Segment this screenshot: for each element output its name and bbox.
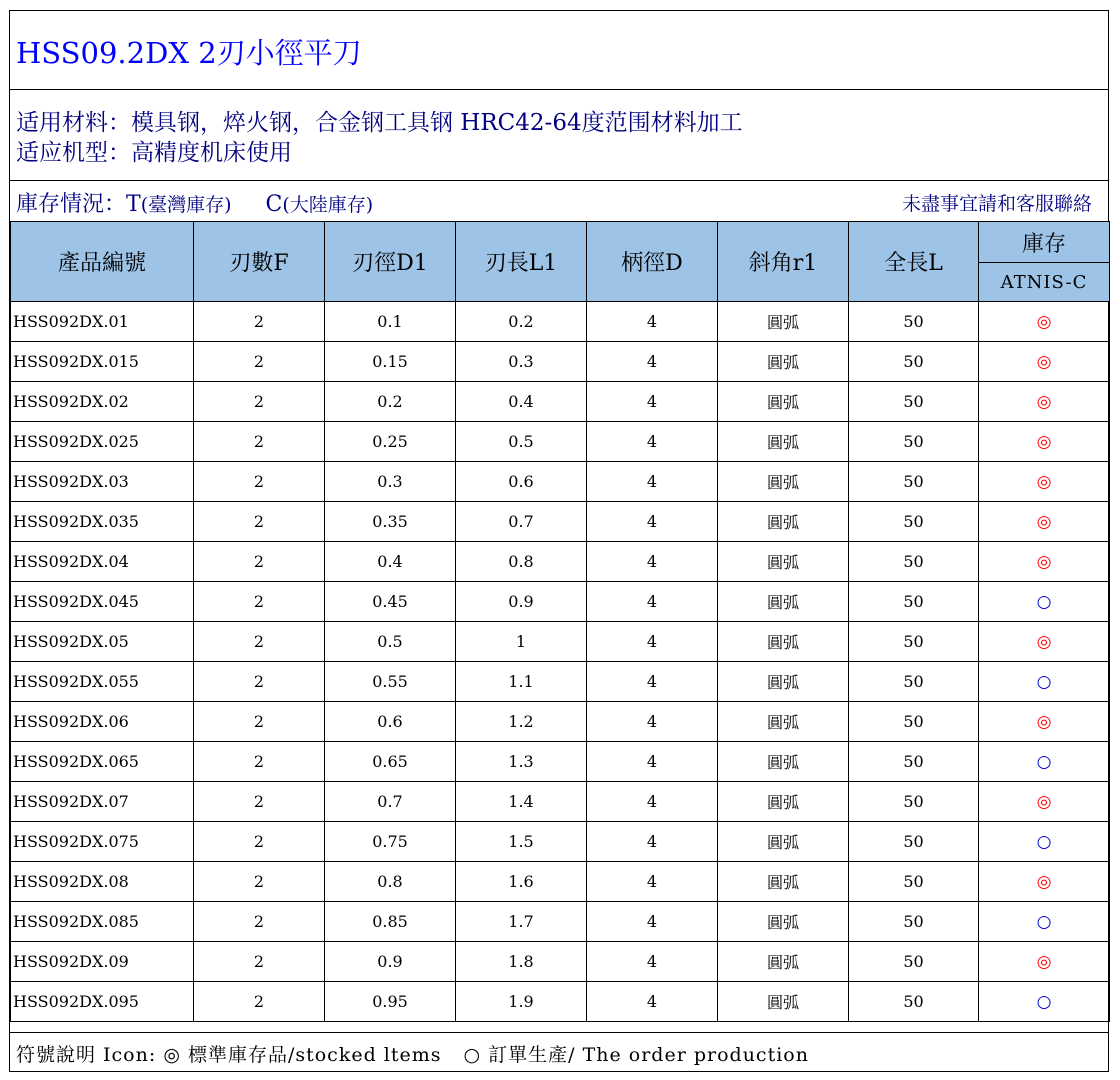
- table-row: [11, 382, 1110, 422]
- cell-flutes: 2: [194, 742, 325, 782]
- cell-diameter: 0.65: [325, 742, 456, 782]
- cell-product-code: HSS092DX.055: [11, 662, 194, 702]
- cell-corner: 圓弧: [718, 302, 849, 342]
- cell-shank-diameter: 4: [587, 542, 718, 582]
- cell-overall-length: 50: [849, 542, 979, 582]
- cell-diameter: 0.25: [325, 422, 456, 462]
- cell-corner: 圓弧: [718, 862, 849, 902]
- cell-diameter: 0.1: [325, 302, 456, 342]
- cell-shank-diameter: 4: [587, 502, 718, 542]
- cell-flute-length: 1.6: [456, 862, 587, 902]
- cell-corner: 圓弧: [718, 342, 849, 382]
- header-corner: 斜角r1: [718, 222, 849, 302]
- cell-shank-diameter: 4: [587, 942, 718, 982]
- order-production-icon: ○: [1036, 991, 1052, 1012]
- table-row: [11, 302, 1110, 342]
- cell-stock-status: [979, 342, 1110, 382]
- cell-overall-length: 50: [849, 382, 979, 422]
- cell-shank-diameter: 4: [587, 622, 718, 662]
- cell-corner: 圓弧: [718, 462, 849, 502]
- cell-shank-diameter: 4: [587, 342, 718, 382]
- cell-corner: 圓弧: [718, 382, 849, 422]
- cell-corner: 圓弧: [718, 902, 849, 942]
- cell-shank-diameter: 4: [587, 902, 718, 942]
- cell-corner: 圓弧: [718, 422, 849, 462]
- cell-overall-length: 50: [849, 942, 979, 982]
- cell-product-code: HSS092DX.05: [11, 622, 194, 662]
- cell-flute-length: 0.5: [456, 422, 587, 462]
- order-production-icon: ○: [1036, 591, 1052, 612]
- table-body: [11, 302, 1110, 1022]
- cell-product-code: HSS092DX.04: [11, 542, 194, 582]
- cell-stock-status: [979, 902, 1110, 942]
- cell-overall-length: 50: [849, 422, 979, 462]
- table-row: [11, 422, 1110, 462]
- table-row: [11, 502, 1110, 542]
- cell-stock-status: [979, 662, 1110, 702]
- stock-t-desc: (臺灣庫存): [140, 194, 232, 216]
- cell-product-code: HSS092DX.08: [11, 862, 194, 902]
- cell-product-code: HSS092DX.095: [11, 982, 194, 1022]
- table-row: [11, 822, 1110, 862]
- cell-overall-length: 50: [849, 462, 979, 502]
- cell-overall-length: 50: [849, 502, 979, 542]
- cell-flutes: 2: [194, 662, 325, 702]
- cell-product-code: HSS092DX.02: [11, 382, 194, 422]
- cell-diameter: 0.4: [325, 542, 456, 582]
- cell-corner: 圓弧: [718, 502, 849, 542]
- stocked-icon: ◎: [1036, 951, 1052, 972]
- stocked-icon: ◎: [1036, 351, 1052, 372]
- cell-corner: 圓弧: [718, 742, 849, 782]
- cell-flutes: 2: [194, 702, 325, 742]
- order-symbol-icon: ○: [463, 1044, 482, 1066]
- stocked-icon: ◎: [1036, 431, 1052, 452]
- cell-flutes: 2: [194, 542, 325, 582]
- cell-product-code: HSS092DX.06: [11, 702, 194, 742]
- page-title: HSS09.2DX 2刃小徑平刀: [16, 36, 362, 70]
- cell-overall-length: 50: [849, 662, 979, 702]
- cell-product-code: HSS092DX.085: [11, 902, 194, 942]
- cell-flutes: 2: [194, 902, 325, 942]
- table-row: [11, 942, 1110, 982]
- cell-flute-length: 1: [456, 622, 587, 662]
- cell-flute-length: 1.1: [456, 662, 587, 702]
- cell-diameter: 0.8: [325, 862, 456, 902]
- cell-corner: 圓弧: [718, 782, 849, 822]
- cell-diameter: 0.2: [325, 382, 456, 422]
- stock-info-row: [10, 181, 1108, 221]
- cell-diameter: 0.85: [325, 902, 456, 942]
- cell-overall-length: 50: [849, 582, 979, 622]
- cell-flutes: 2: [194, 382, 325, 422]
- applicable-materials: 适用材料：模具钢，焠火钢，合金钢工具钢 HRC42-64度范围材料加工: [16, 110, 743, 136]
- cell-overall-length: 50: [849, 742, 979, 782]
- cell-diameter: 0.6: [325, 702, 456, 742]
- stocked-symbol-icon: ◎: [163, 1044, 181, 1066]
- cell-diameter: 0.35: [325, 502, 456, 542]
- cell-diameter: 0.75: [325, 822, 456, 862]
- cell-product-code: HSS092DX.035: [11, 502, 194, 542]
- applicable-machines: 适应机型：高精度机床使用: [16, 140, 292, 166]
- table-row: [11, 462, 1110, 502]
- cell-overall-length: 50: [849, 342, 979, 382]
- cell-product-code: HSS092DX.01: [11, 302, 194, 342]
- table-row: [11, 702, 1110, 742]
- table-row: [11, 902, 1110, 942]
- cell-corner: 圓弧: [718, 582, 849, 622]
- cell-stock-status: [979, 422, 1110, 462]
- table-row: [11, 342, 1110, 382]
- cell-overall-length: 50: [849, 782, 979, 822]
- table-row: [11, 582, 1110, 622]
- cell-diameter: 0.3: [325, 462, 456, 502]
- cell-overall-length: 50: [849, 622, 979, 662]
- cell-corner: 圓弧: [718, 702, 849, 742]
- table-row: [11, 622, 1110, 662]
- cell-flutes: 2: [194, 782, 325, 822]
- stock-c-desc: (大陸庫存): [282, 194, 374, 216]
- cell-shank-diameter: 4: [587, 982, 718, 1022]
- cell-corner: 圓弧: [718, 942, 849, 982]
- cell-stock-status: [979, 982, 1110, 1022]
- cell-flute-length: 0.9: [456, 582, 587, 622]
- stocked-icon: ◎: [1036, 471, 1052, 492]
- cell-product-code: HSS092DX.075: [11, 822, 194, 862]
- cell-stock-status: [979, 302, 1110, 342]
- cell-product-code: HSS092DX.065: [11, 742, 194, 782]
- cell-shank-diameter: 4: [587, 782, 718, 822]
- cell-flute-length: 1.8: [456, 942, 587, 982]
- cell-flute-length: 1.7: [456, 902, 587, 942]
- cell-corner: 圓弧: [718, 622, 849, 662]
- product-table: [10, 221, 1110, 1022]
- cell-product-code: HSS092DX.015: [11, 342, 194, 382]
- cell-diameter: 0.15: [325, 342, 456, 382]
- product-sheet: [9, 10, 1109, 1072]
- cell-corner: 圓弧: [718, 542, 849, 582]
- header-flute-length: 刃長L1: [456, 222, 587, 302]
- cell-flute-length: 1.3: [456, 742, 587, 782]
- cell-flutes: 2: [194, 822, 325, 862]
- cell-flutes: 2: [194, 942, 325, 982]
- cell-product-code: HSS092DX.07: [11, 782, 194, 822]
- cell-shank-diameter: 4: [587, 862, 718, 902]
- legend-order-text: 訂單生產/ The order production: [488, 1044, 809, 1066]
- cell-flute-length: 1.4: [456, 782, 587, 822]
- table-row: [11, 862, 1110, 902]
- cell-stock-status: [979, 942, 1110, 982]
- order-production-icon: ○: [1036, 671, 1052, 692]
- stock-c-code: C: [265, 192, 283, 217]
- order-production-icon: ○: [1036, 911, 1052, 932]
- cell-flute-length: 0.8: [456, 542, 587, 582]
- stocked-icon: ◎: [1036, 711, 1052, 732]
- cell-flute-length: 1.5: [456, 822, 587, 862]
- cell-flute-length: 0.7: [456, 502, 587, 542]
- header-diameter: 刃徑D1: [325, 222, 456, 302]
- stock-t-code: T: [126, 192, 141, 217]
- table-row: [11, 982, 1110, 1022]
- cell-flute-length: 0.2: [456, 302, 587, 342]
- stocked-icon: ◎: [1036, 871, 1052, 892]
- cell-overall-length: 50: [849, 982, 979, 1022]
- symbol-legend: [16, 1040, 809, 1067]
- cell-flutes: 2: [194, 982, 325, 1022]
- cell-diameter: 0.45: [325, 582, 456, 622]
- contact-note: 未盡事宜請和客服聯絡: [901, 193, 1092, 215]
- cell-stock-status: [979, 382, 1110, 422]
- cell-stock-status: [979, 782, 1110, 822]
- table-row: [11, 662, 1110, 702]
- table-row: [11, 742, 1110, 782]
- cell-corner: 圓弧: [718, 982, 849, 1022]
- cell-shank-diameter: 4: [587, 742, 718, 782]
- legend-stocked-text: 標準庫存品/stocked ltems: [187, 1044, 442, 1066]
- cell-overall-length: 50: [849, 902, 979, 942]
- cell-stock-status: [979, 502, 1110, 542]
- stock-legend: [16, 187, 373, 218]
- cell-stock-status: [979, 622, 1110, 662]
- cell-diameter: 0.7: [325, 782, 456, 822]
- cell-product-code: HSS092DX.03: [11, 462, 194, 502]
- cell-product-code: HSS092DX.045: [11, 582, 194, 622]
- cell-stock-status: [979, 822, 1110, 862]
- cell-diameter: 0.95: [325, 982, 456, 1022]
- header-stock: 庫存: [979, 222, 1110, 263]
- legend-prefix: 符號說明 Icon:: [16, 1044, 157, 1066]
- cell-flutes: 2: [194, 342, 325, 382]
- stock-label: 庫存情況：: [16, 192, 127, 217]
- cell-flutes: 2: [194, 502, 325, 542]
- title-row: [10, 11, 1108, 90]
- legend-row: [10, 1032, 1108, 1072]
- stocked-icon: ◎: [1036, 391, 1052, 412]
- stocked-icon: ◎: [1036, 631, 1052, 652]
- cell-diameter: 0.55: [325, 662, 456, 702]
- cell-flutes: 2: [194, 582, 325, 622]
- cell-stock-status: [979, 742, 1110, 782]
- cell-flutes: 2: [194, 622, 325, 662]
- header-stock-sub: ATNIS-C: [979, 263, 1110, 302]
- cell-shank-diameter: 4: [587, 822, 718, 862]
- cell-stock-status: [979, 702, 1110, 742]
- cell-flute-length: 0.6: [456, 462, 587, 502]
- cell-shank-diameter: 4: [587, 662, 718, 702]
- cell-overall-length: 50: [849, 702, 979, 742]
- materials-section: [10, 90, 1108, 181]
- cell-flutes: 2: [194, 422, 325, 462]
- cell-flutes: 2: [194, 462, 325, 502]
- cell-shank-diameter: 4: [587, 582, 718, 622]
- header-overall-length: 全長L: [849, 222, 979, 302]
- cell-stock-status: [979, 542, 1110, 582]
- cell-overall-length: 50: [849, 302, 979, 342]
- cell-overall-length: 50: [849, 822, 979, 862]
- cell-shank-diameter: 4: [587, 462, 718, 502]
- cell-shank-diameter: 4: [587, 422, 718, 462]
- header-flutes: 刃數F: [194, 222, 325, 302]
- stocked-icon: ◎: [1036, 511, 1052, 532]
- cell-product-code: HSS092DX.09: [11, 942, 194, 982]
- stocked-icon: ◎: [1036, 311, 1052, 332]
- stocked-icon: ◎: [1036, 791, 1052, 812]
- cell-flute-length: 1.9: [456, 982, 587, 1022]
- cell-stock-status: [979, 862, 1110, 902]
- cell-flute-length: 0.3: [456, 342, 587, 382]
- cell-corner: 圓弧: [718, 822, 849, 862]
- table-row: [11, 542, 1110, 582]
- table-row: [11, 782, 1110, 822]
- cell-stock-status: [979, 462, 1110, 502]
- cell-product-code: HSS092DX.025: [11, 422, 194, 462]
- cell-stock-status: [979, 582, 1110, 622]
- cell-flute-length: 0.4: [456, 382, 587, 422]
- stocked-icon: ◎: [1036, 551, 1052, 572]
- cell-flute-length: 1.2: [456, 702, 587, 742]
- header-product-code: 產品編號: [11, 222, 194, 302]
- cell-shank-diameter: 4: [587, 382, 718, 422]
- cell-flutes: 2: [194, 302, 325, 342]
- order-production-icon: ○: [1036, 751, 1052, 772]
- header-shank-diameter: 柄徑D: [587, 222, 718, 302]
- cell-diameter: 0.5: [325, 622, 456, 662]
- cell-flutes: 2: [194, 862, 325, 902]
- order-production-icon: ○: [1036, 831, 1052, 852]
- cell-corner: 圓弧: [718, 662, 849, 702]
- cell-shank-diameter: 4: [587, 702, 718, 742]
- cell-shank-diameter: 4: [587, 302, 718, 342]
- cell-overall-length: 50: [849, 862, 979, 902]
- cell-diameter: 0.9: [325, 942, 456, 982]
